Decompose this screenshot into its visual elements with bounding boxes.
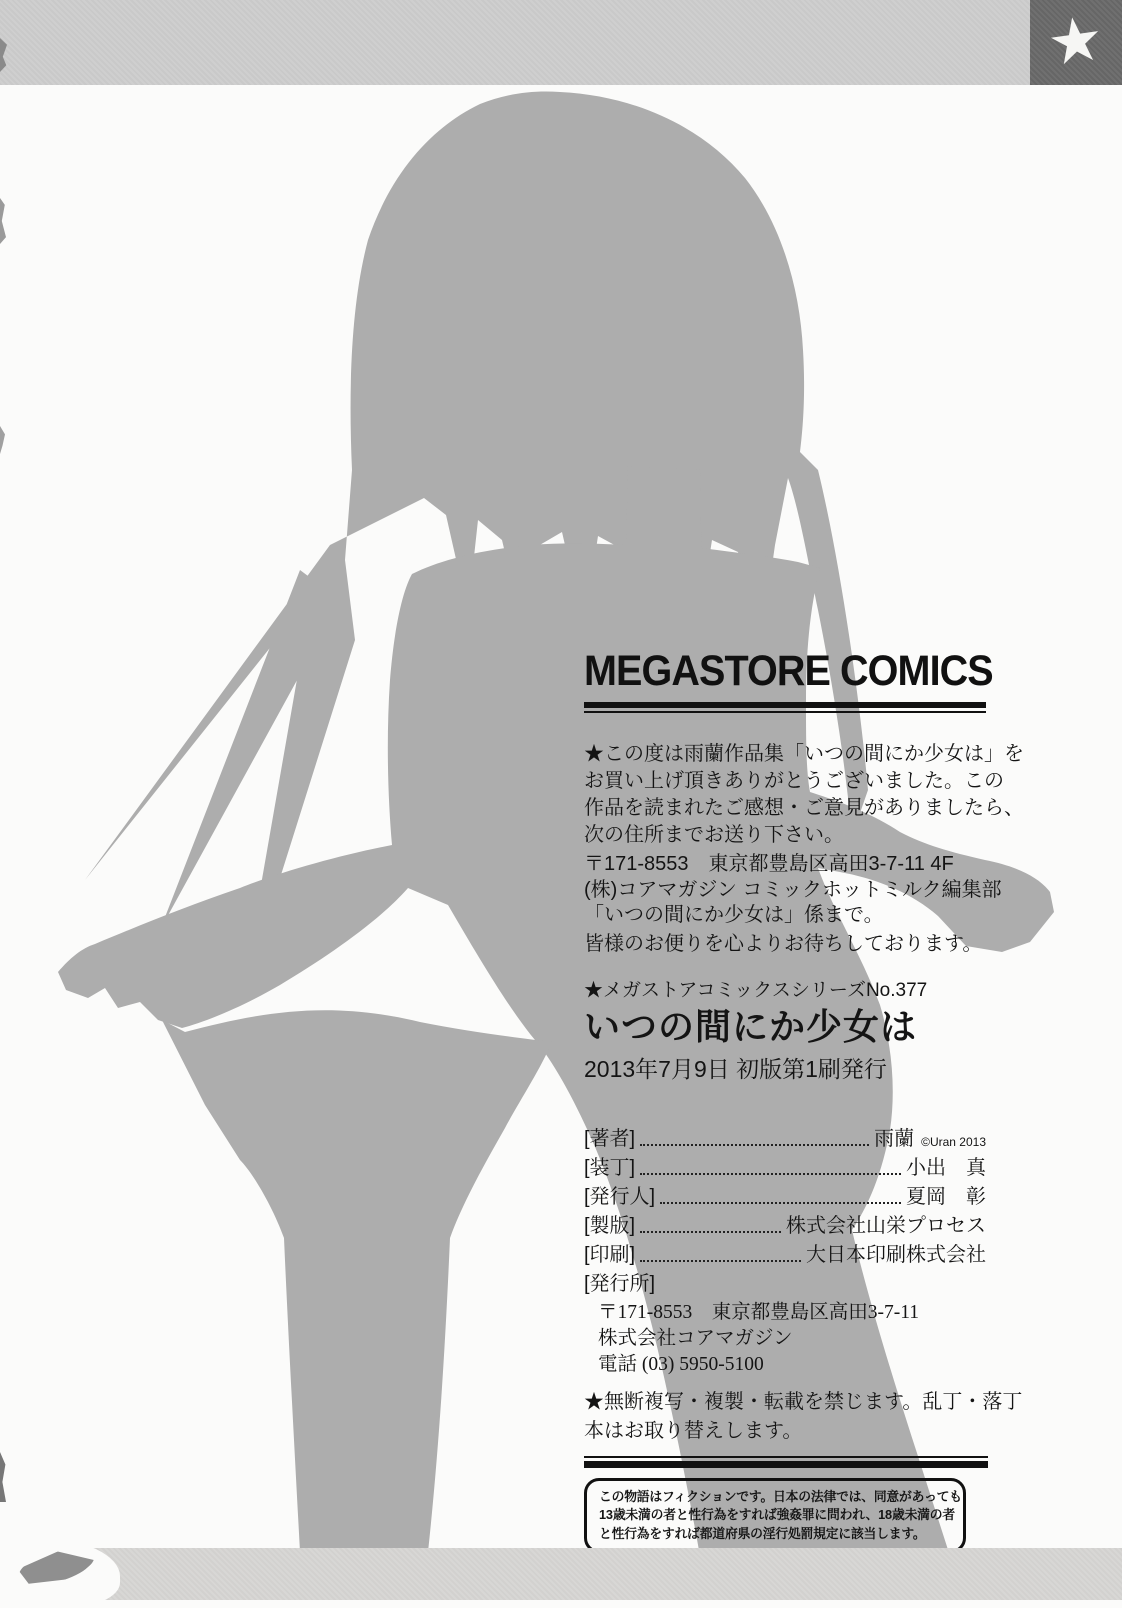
corner-star-badge bbox=[1030, 0, 1122, 85]
disclaimer-line: 13歳未満の者と性行為をすれば強姦罪に問われ、18歳未満の者 bbox=[599, 1507, 955, 1522]
credit-value: 夏岡 彰 bbox=[906, 1185, 986, 1208]
publisher-address-line: 電話 (03) 5950-5100 bbox=[598, 1353, 764, 1375]
credit-row bbox=[584, 1267, 986, 1296]
thanks-line: 次の住所までお送り下さい。 bbox=[584, 824, 844, 846]
printing-date: 2013年7月9日 初版第1刷発行 bbox=[584, 1055, 887, 1082]
credit-value: 雨蘭 bbox=[874, 1127, 915, 1150]
copyright-notice bbox=[584, 1388, 1023, 1446]
credit-label: [発行人] bbox=[584, 1185, 656, 1208]
rule-thin bbox=[584, 711, 986, 713]
editorial-closing: 皆様のお便りを心よりお待ちしております。 bbox=[584, 932, 983, 955]
credit-value: 株式会社山栄プロセス bbox=[786, 1214, 986, 1237]
dot-leader bbox=[640, 1260, 801, 1262]
thanks-paragraph bbox=[584, 741, 1024, 849]
series-block bbox=[584, 979, 990, 1084]
legal-disclaimer-box bbox=[584, 1478, 966, 1554]
thanks-line: 作品を読まれたご感想・ご意見がありましたら、 bbox=[584, 797, 1024, 819]
credit-value: 大日本印刷株式会社 bbox=[806, 1243, 986, 1266]
star-icon: ★ bbox=[1043, 0, 1109, 81]
publisher-logo-title: MEGASTORE COMICS bbox=[584, 647, 993, 695]
credit-label: [発行所] bbox=[584, 1272, 656, 1295]
disclaimer-line: と性行為をすれば都道府県の淫行処罰規定に該当します。 bbox=[599, 1525, 926, 1541]
bottom-rule bbox=[584, 1456, 988, 1468]
publisher-address-line: 〒171-8553 東京都豊島区高田3-7-11 bbox=[598, 1301, 920, 1323]
editorial-address bbox=[584, 852, 1002, 929]
credit-row bbox=[584, 1238, 986, 1267]
credit-row bbox=[584, 1151, 986, 1180]
credit-row bbox=[584, 1209, 986, 1238]
credit-label: [著者] bbox=[584, 1127, 636, 1150]
dot-leader bbox=[660, 1202, 901, 1204]
publisher-address-line: 株式会社コアマガジン bbox=[598, 1327, 793, 1349]
dot-leader bbox=[640, 1231, 781, 1233]
credit-label: [装丁] bbox=[584, 1156, 636, 1179]
thanks-line: お買い上げ頂きありがとうございました。この bbox=[584, 770, 1004, 792]
colophon-text-column bbox=[584, 647, 1024, 1553]
dot-leader bbox=[640, 1173, 901, 1175]
credits-list bbox=[584, 1122, 986, 1296]
copyright-notice-line: ★無断複写・複製・転載を禁じます。乱丁・落丁 bbox=[584, 1390, 1023, 1413]
silhouette-cloth-leg bbox=[162, 1010, 552, 1552]
page-top-edge bbox=[0, 0, 1030, 85]
editorial-address-line: (株)コアマガジン コミックホットミルク編集部 bbox=[584, 878, 1002, 901]
credit-label: [印刷] bbox=[584, 1243, 636, 1266]
credit-value: 小出 真 bbox=[906, 1156, 986, 1179]
credit-row bbox=[584, 1180, 986, 1209]
page-bottom-edge bbox=[0, 1548, 1122, 1600]
editorial-address-line: 「いつの間にか少女は」係まで。 bbox=[584, 904, 884, 926]
series-label: ★メガストアコミックスシリーズNo.377 bbox=[584, 979, 928, 1001]
rule-thin bbox=[584, 1456, 988, 1458]
copyright-note: ©Uran 2013 bbox=[921, 1134, 986, 1149]
rule-thick bbox=[584, 702, 986, 708]
copyright-notice-line: 本はお取り替えします。 bbox=[584, 1419, 803, 1442]
disclaimer-line: この物語はフィクションです。日本の法律では、同意があっても bbox=[599, 1488, 962, 1504]
editorial-address-line: 〒171-8553 東京都豊島区高田3-7-11 4F bbox=[584, 853, 954, 875]
book-title: いつの間にか少女は bbox=[584, 1005, 918, 1047]
credit-label: [製版] bbox=[584, 1214, 636, 1237]
thanks-line: ★この度は雨蘭作品集「いつの間にか少女は」を bbox=[584, 743, 1024, 765]
dot-leader bbox=[640, 1144, 869, 1146]
credit-row bbox=[584, 1122, 986, 1151]
publisher-address bbox=[584, 1300, 990, 1378]
title-rule bbox=[584, 702, 986, 713]
rule-thick bbox=[584, 1461, 988, 1468]
